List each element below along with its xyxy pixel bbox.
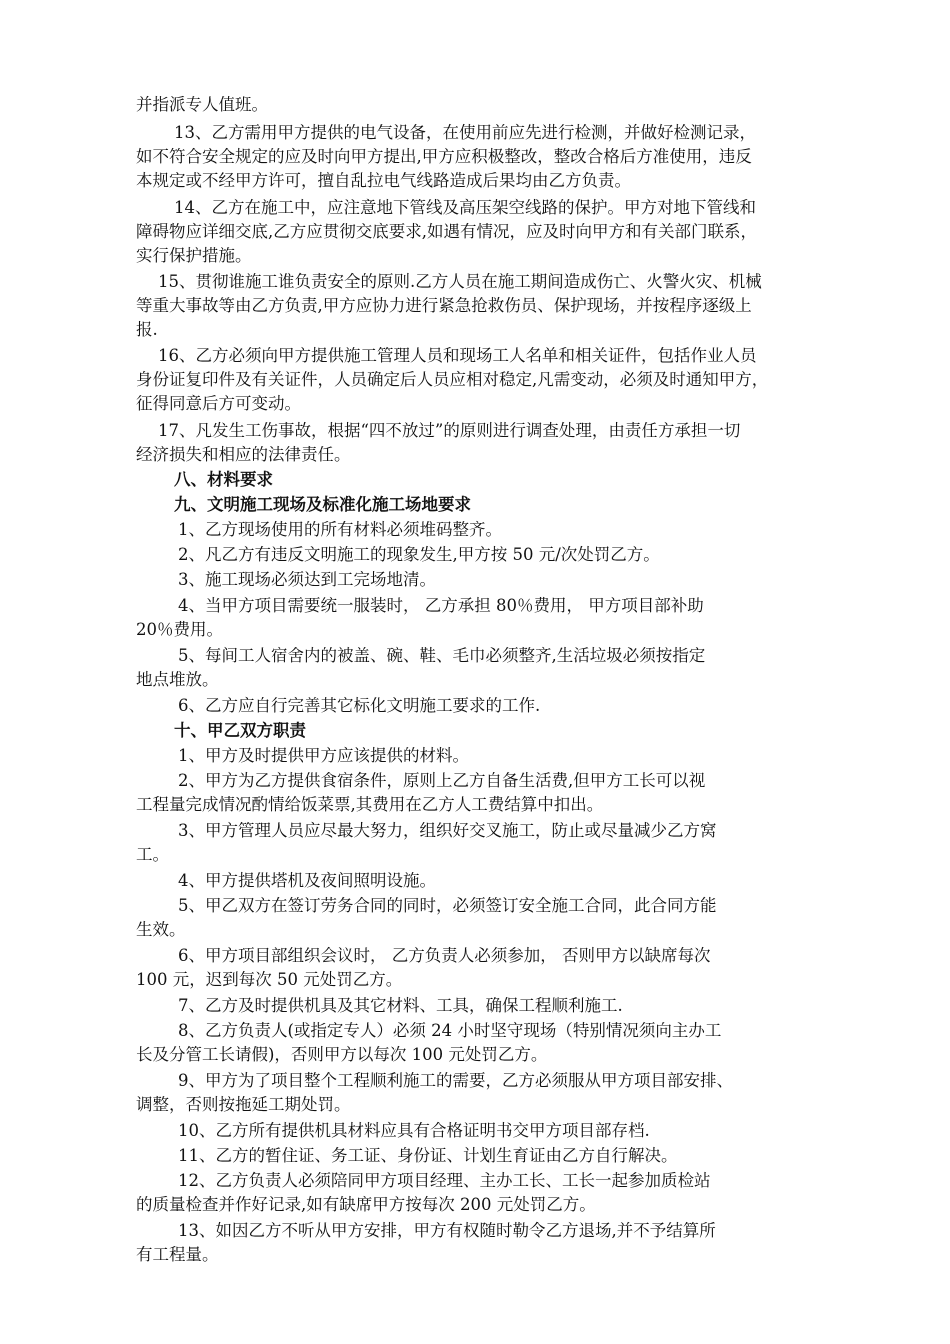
item-line: 8、乙方负责人(或指定专人）必须 24 小时坚守现场（特别情况须向主办工	[178, 1021, 722, 1040]
item-line: 4、甲方提供塔机及夜间照明设施。	[178, 871, 436, 890]
item-line: 6、甲方项目部组织会议时， 乙方负责人必须参加， 否则甲方以缺席每次	[178, 946, 711, 965]
text-line: 并指派专人值班。	[136, 95, 268, 114]
item-line: 10、乙方所有提供机具材料应具有合格证明书交甲方项目部存档.	[178, 1121, 650, 1140]
text-line: 实行保护措施。	[136, 246, 252, 265]
text-line: 20％费用。	[136, 620, 223, 639]
text-line: 报.	[136, 320, 158, 339]
clause-15-line: 15、贯彻谁施工谁负责安全的原则.乙方人员在施工期间造成伤亡、火警火灾、机械	[158, 272, 762, 291]
item-line: 11、乙方的暂住证、务工证、身份证、计划生育证由乙方自行解决。	[178, 1146, 678, 1165]
clause-17-line: 17、凡发生工伤事故，根据“四不放过”的原则进行调查处理，由责任方承担一切	[158, 421, 741, 440]
section-heading-9: 九、文明施工现场及标准化施工场地要求	[174, 495, 471, 514]
item-line: 1、乙方现场使用的所有材料必须堆码整齐。	[178, 520, 502, 539]
item-line: 4、当甲方项目需要统一服装时， 乙方承担 80％费用， 甲方项目部补助	[178, 596, 704, 615]
item-line: 3、甲方管理人员应尽最大努力，组织好交叉施工，防止或尽量减少乙方窝	[178, 821, 717, 840]
item-line: 12、乙方负责人必须陪同甲方项目经理、主办工长、工长一起参加质检站	[178, 1171, 711, 1190]
text-line: 生效。	[136, 920, 186, 939]
clause-16-line: 16、乙方必须向甲方提供施工管理人员和现场工人名单和相关证件，包括作业人员	[158, 346, 757, 365]
text-line: 长及分管工长请假)，否则甲方以每次 100 元处罚乙方。	[136, 1045, 548, 1064]
section-heading-8: 八、材料要求	[174, 470, 273, 489]
text-line: 地点堆放。	[136, 670, 219, 689]
item-line: 2、甲方为乙方提供食宿条件，原则上乙方自备生活费,但甲方工长可以视	[178, 771, 706, 790]
clause-14-line: 14、乙方在施工中，应注意地下管线及高压架空线路的保护。甲方对地下管线和	[174, 198, 756, 217]
text-line: 如不符合安全规定的应及时向甲方提出,甲方应积极整改，整改合格后方准使用，违反	[136, 147, 752, 166]
section-heading-10: 十、甲乙双方职责	[174, 721, 306, 740]
item-line: 1、甲方及时提供甲方应该提供的材料。	[178, 746, 469, 765]
text-line: 本规定或不经甲方许可，擅自乱拉电气线路造成后果均由乙方负责。	[136, 171, 631, 190]
item-line: 13、如因乙方不听从甲方安排，甲方有权随时勒令乙方退场,并不予结算所	[178, 1221, 716, 1240]
text-line: 身份证复印件及有关证件，人员确定后人员应相对稳定,凡需变动，必须及时通知甲方，	[136, 370, 769, 389]
item-line: 5、每间工人宿舍内的被盖、碗、鞋、毛巾必须整齐,生活垃圾必须按指定	[178, 646, 706, 665]
item-line: 2、凡乙方有违反文明施工的现象发生,甲方按 50 元/次处罚乙方。	[178, 545, 660, 564]
text-line: 经济损失和相应的法律责任。	[136, 445, 351, 464]
clause-13-line: 13、乙方需用甲方提供的电气设备，在使用前应先进行检测，并做好检测记录，	[174, 123, 756, 142]
text-line: 的质量检查并作好记录,如有缺席甲方按每次 200 元处罚乙方。	[136, 1195, 596, 1214]
text-line: 征得同意后方可变动。	[136, 394, 301, 413]
text-line: 工程量完成情况酌情给饭菜票,其费用在乙方人工费结算中扣出。	[136, 795, 604, 814]
text-line: 等重大事故等由乙方负责,甲方应协力进行紧急抢救伤员、保护现场，并按程序逐级上	[136, 296, 752, 315]
text-line: 100 元，迟到每次 50 元处罚乙方。	[136, 970, 403, 989]
text-line: 工。	[136, 845, 169, 864]
item-line: 7、乙方及时提供机具及其它材料、工具，确保工程顺利施工.	[178, 996, 623, 1015]
item-line: 5、甲乙双方在签订劳务合同的同时，必须签订安全施工合同，此合同方能	[178, 896, 717, 915]
item-line: 3、施工现场必须达到工完场地清。	[178, 570, 436, 589]
item-line: 6、乙方应自行完善其它标化文明施工要求的工作.	[178, 696, 541, 715]
text-line: 有工程量。	[136, 1245, 219, 1264]
item-line: 9、甲方为了项目整个工程顺利施工的需要，乙方必须服从甲方项目部安排、	[178, 1071, 733, 1090]
text-line: 调整，否则按拖延工期处罚。	[136, 1095, 351, 1114]
text-line: 障碍物应详细交底,乙方应贯彻交底要求,如遇有情况，应及时向甲方和有关部门联系，	[136, 222, 757, 241]
